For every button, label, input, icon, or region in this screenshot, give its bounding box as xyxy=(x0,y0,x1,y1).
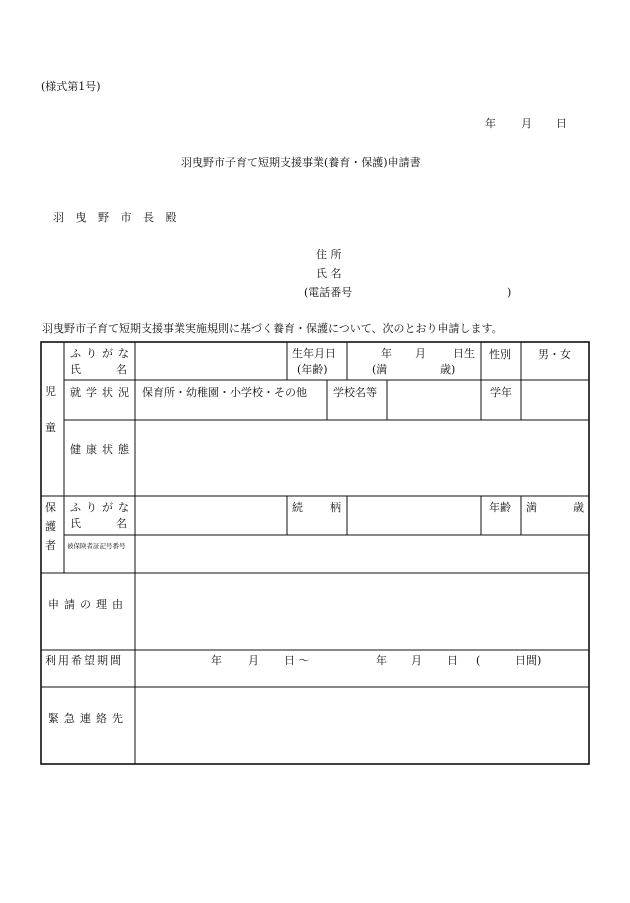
period-month-2: 月 xyxy=(411,654,422,667)
address-label: 住 所 xyxy=(316,248,342,261)
guardian-age-prefix: 満 xyxy=(526,501,537,514)
health-input[interactable] xyxy=(135,420,589,496)
guardian-name-label: 氏 名 xyxy=(70,517,139,530)
emergency-input[interactable] xyxy=(135,687,589,764)
relation-label-2: 柄 xyxy=(330,501,341,514)
phone-label: (電話番号 xyxy=(304,286,353,299)
school-name-input[interactable] xyxy=(387,380,481,420)
intro-text: 羽曳野市子育て短期支援事業実施規則に基づく養育・保護について、次のとおり申請します。 xyxy=(42,322,503,335)
child-furigana-label: ふりがな xyxy=(70,347,134,360)
date-year-label: 年 xyxy=(485,117,496,130)
period-days-open: ( xyxy=(476,654,481,667)
child-birth-day: 日生 xyxy=(453,347,475,360)
child-age-label: (年齢) xyxy=(297,363,328,376)
period-year-2: 年 xyxy=(376,654,387,667)
child-gender-options[interactable]: 男・女 xyxy=(538,348,571,361)
health-label: 健康状態 xyxy=(70,443,134,456)
form-number: (様式第1号) xyxy=(41,80,101,93)
date-day-label: 日 xyxy=(556,117,567,130)
phone-close: ) xyxy=(507,286,512,299)
period-input[interactable] xyxy=(135,650,589,687)
form-title: 羽曳野市子育て短期支援事業(養育・保護)申請書 xyxy=(181,156,421,169)
period-day-2: 日 xyxy=(447,654,458,667)
reason-input[interactable] xyxy=(135,573,589,650)
guardian-age-suffix: 歳 xyxy=(573,501,584,514)
relation-input[interactable] xyxy=(347,496,481,535)
child-birthdate-label: 生年月日 xyxy=(292,347,336,360)
guardian-section-label-3: 者 xyxy=(45,539,56,552)
grade-input[interactable] xyxy=(521,380,589,420)
emergency-label: 緊急連絡先 xyxy=(48,712,128,725)
child-gender-label: 性別 xyxy=(489,348,511,361)
child-birth-year: 年 xyxy=(381,347,392,360)
insurance-label: 被保険者証記号番号 xyxy=(67,542,126,550)
guardian-age-label: 年齢 xyxy=(489,501,511,514)
grade-label: 学年 xyxy=(490,386,512,399)
child-age-close: 歳) xyxy=(440,363,456,376)
guardian-furigana-label: ふりがな xyxy=(70,501,134,514)
child-name-input[interactable] xyxy=(135,342,287,380)
period-day-1: 日 ～ xyxy=(284,654,310,667)
school-options[interactable]: 保育所・幼稚園・小学校・その他 xyxy=(142,386,307,399)
child-birth-month: 月 xyxy=(415,347,426,360)
period-days-close: 日間) xyxy=(515,654,542,667)
relation-label-1: 続 xyxy=(292,501,303,514)
period-label: 利用希望期間 xyxy=(45,654,123,667)
child-section-label-2: 童 xyxy=(45,421,56,434)
child-birthdate-input[interactable] xyxy=(347,342,481,380)
child-section-label-1: 児 xyxy=(45,385,56,398)
child-age-open: (満 xyxy=(372,363,388,376)
child-name-label: 氏 名 xyxy=(70,363,139,376)
addressee: 羽 曳 野 市 長 殿 xyxy=(53,211,181,224)
date-month-label: 月 xyxy=(521,117,532,130)
period-month-1: 月 xyxy=(248,654,259,667)
reason-label: 申請の理由 xyxy=(48,598,128,611)
guardian-section-label-2: 護 xyxy=(45,520,56,533)
insurance-input[interactable] xyxy=(135,535,589,573)
guardian-section-label-1: 保 xyxy=(45,501,56,514)
guardian-name-input[interactable] xyxy=(135,496,287,535)
school-name-label: 学校名等 xyxy=(333,386,377,399)
name-label: 氏 名 xyxy=(316,267,342,280)
school-status-label: 就学状況 xyxy=(70,386,134,399)
period-year-1: 年 xyxy=(211,654,222,667)
